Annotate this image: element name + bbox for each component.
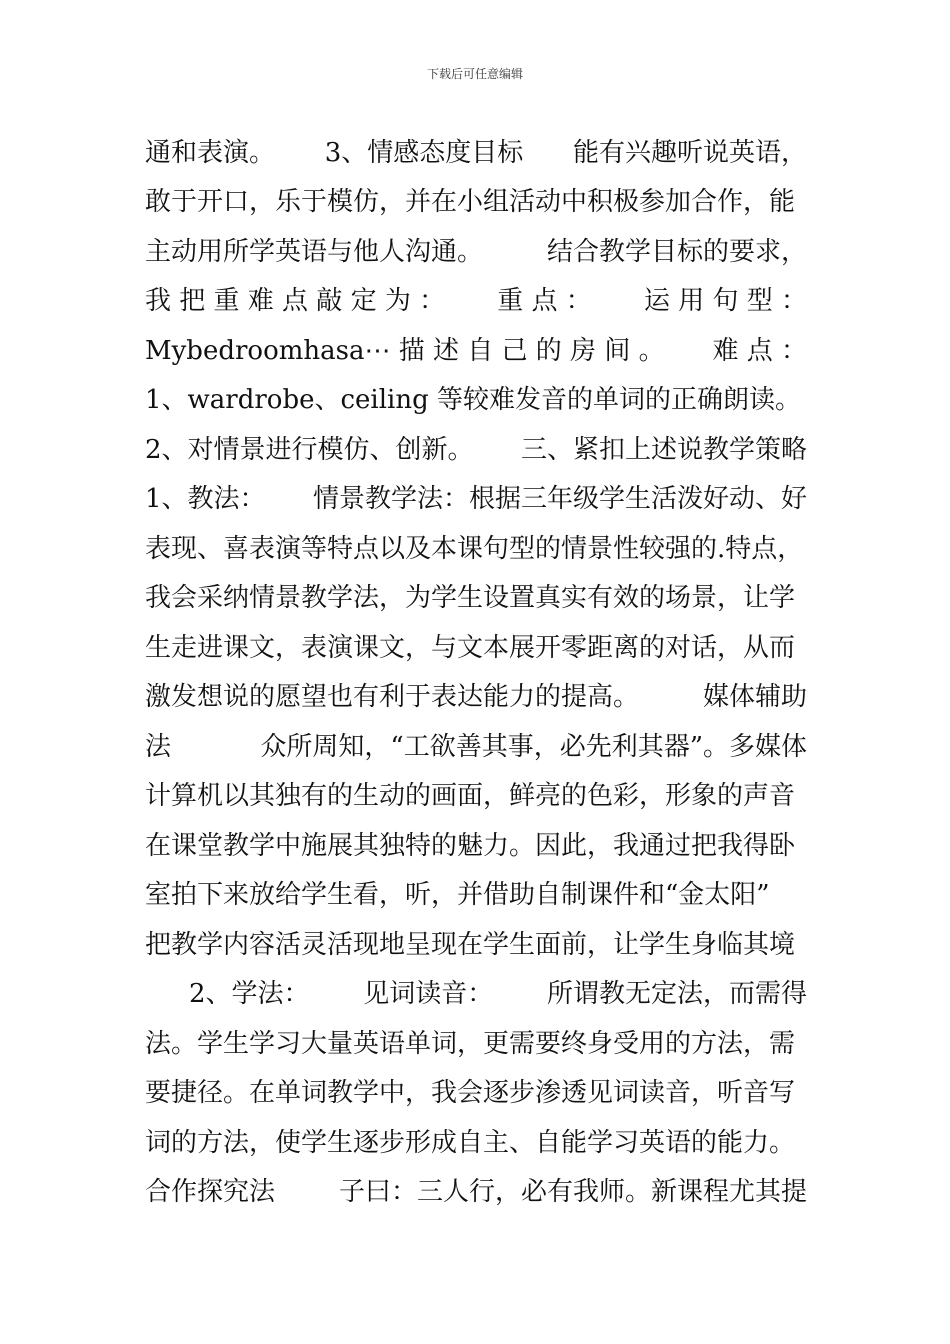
text-line-7 [145, 425, 807, 475]
text-segment: 众所周知，“工欲善其事，必先利其器”。多媒体 [260, 731, 807, 762]
text-segment: 难 点 ： [712, 335, 807, 366]
text-segment: 能有兴趣听说英语， [572, 137, 807, 168]
text-segment: 见词读音： [363, 979, 494, 1010]
text-segment: 1、教法： [145, 484, 266, 515]
text-segment: 法。学生学习大量英语单词，更需要终身受用的方法，需 [145, 1028, 796, 1059]
text-segment: 三、紧扣上述说教学策略 [520, 434, 807, 465]
text-line-9 [145, 524, 807, 574]
text-line-15 [145, 821, 807, 871]
text-segment: 运 用 句 型 ： [643, 286, 807, 317]
text-segment: 情景教学法：根据三年级学生活泼好动、好 [312, 484, 807, 515]
text-segment: 主动用所学英语与他人沟通。 [145, 236, 484, 267]
text-line-14 [145, 772, 807, 822]
text-segment: 重 点 ： [497, 286, 592, 317]
text-segment: 敢于开口，乐于模仿，并在小组活动中积极参加合作，能 [145, 187, 796, 218]
text-line-20 [145, 1069, 807, 1119]
text-segment: 合作探究法 [145, 1177, 276, 1208]
text-segment: 1、wardrobe、ceiling 等较难发音的单词的正确朗读。 [145, 385, 802, 416]
text-line-18 [145, 970, 807, 1020]
text-segment: 我 把 重 难 点 敲 定 为 ： [145, 286, 446, 317]
text-segment: 词的方法，使学生逐步形成自主、自能学习英语的能力。 [145, 1127, 796, 1158]
text-segment: 在课堂教学中施展其独特的魅力。因此，我通过把我得卧 [145, 830, 796, 861]
text-segment: 所谓教无定法，而需得 [546, 979, 807, 1010]
text-segment: Mybedroomhasa⋯ 描 述 自 己 的 房 间 。 [145, 335, 665, 366]
text-segment: 表现、喜表演等特点以及本课句型的情景性较强的.特点， [145, 533, 804, 564]
text-segment: 激发想说的愿望也有利于表达能力的提高。 [145, 682, 640, 713]
text-segment: 我会采纳情景教学法，为学生设置真实有效的场景，让学 [145, 583, 796, 614]
page-header-note: 下载后可任意编辑 [426, 67, 523, 81]
text-line-17 [145, 920, 807, 970]
text-line-2 [145, 178, 807, 228]
text-segment: 2、对情景进行模仿、创新。 [145, 434, 474, 465]
text-segment: 要捷径。在单词教学中，我会逐步渗透见词读音，听音写 [145, 1078, 796, 1109]
text-line-5 [145, 326, 807, 376]
text-segment: 法 [145, 731, 172, 762]
text-segment: 2、学法： [189, 979, 310, 1010]
text-segment: 通和表演。 [145, 137, 276, 168]
text-line-3 [145, 227, 807, 277]
document-body [145, 128, 807, 1217]
text-line-21 [145, 1118, 807, 1168]
text-line-6 [145, 376, 807, 426]
text-segment: 生走进课文，表演课文，与文本展开零距离的对话，从而 [145, 632, 796, 663]
text-segment: 结合教学目标的要求， [546, 236, 807, 267]
text-line-4 [145, 277, 807, 327]
text-line-1 [145, 128, 807, 178]
text-line-10 [145, 574, 807, 624]
text-line-22 [145, 1168, 807, 1218]
text-segment: 计算机以其独有的生动的画面，鲜亮的色彩，形象的声音 [145, 781, 796, 812]
text-line-12 [145, 673, 807, 723]
text-segment: 子曰：三人行，必有我师。新课程尤其提 [338, 1177, 807, 1208]
text-line-8 [145, 475, 807, 525]
text-line-19 [145, 1019, 807, 1069]
text-line-16 [145, 871, 807, 921]
text-segment: 3、情感态度目标 [324, 137, 524, 168]
text-segment: 室拍下来放给学生看，听，并借助自制课件和“金太阳” [145, 880, 770, 911]
text-line-11 [145, 623, 807, 673]
text-segment: 把教学内容活灵活现地呈现在学生面前，让学生身临其境 [145, 929, 796, 960]
text-segment: 媒体辅助 [702, 682, 807, 713]
text-line-13 [145, 722, 807, 772]
